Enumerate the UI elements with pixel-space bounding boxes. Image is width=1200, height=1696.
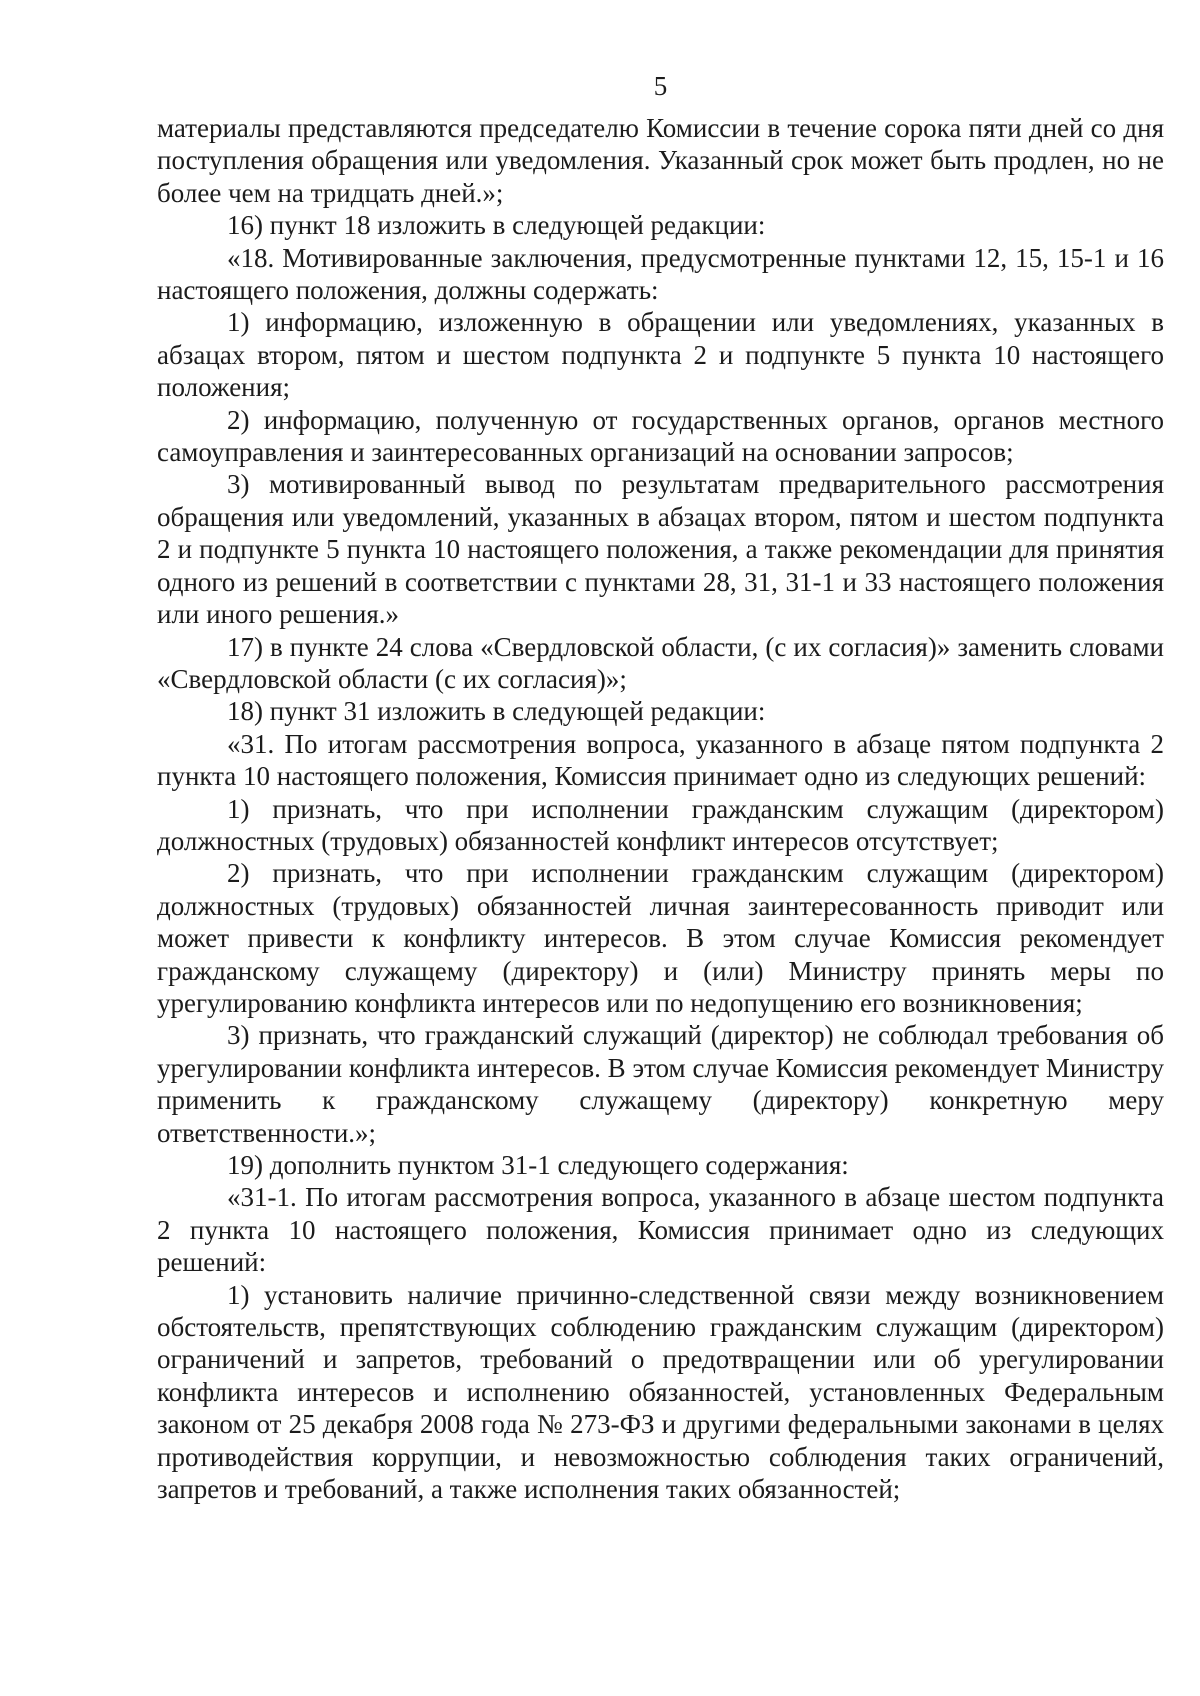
paragraph-point-31-1-sub-1: 1) установить наличие причинно-следственной связи между возникновением обстоятельств, препятствующих соблюдению гражданским служащим (директором) ограничений и запретов, требований о предотвращении или об урегулировании конфликта интересов и исполнению обязанностей, установленных Федеральным законом от 25 декабря 2008 года № 273-ФЗ и другими федеральными законами в целях противодействия коррупции, и невозможностью соблюдения таких ограничений, запретов и требований, а также исполнения таких обязанностей; bbox=[157, 1279, 1164, 1505]
paragraph-point-18: «18. Мотивированные заключения, предусмотренные пунктами 12, 15, 15-1 и 16 настоящего положения, должны содержать: bbox=[157, 242, 1164, 306]
paragraph-continuation: материалы представляются председателю Комиссии в течение сорока пяти дней со дня поступления обращения или уведомления. Указанный срок может быть продлен, но не более чем на тридцать дней.»; bbox=[157, 113, 1164, 208]
paragraph-item-18: 18) пункт 31 изложить в следующей редакции: bbox=[227, 696, 766, 727]
paragraph-item-19: 19) дополнить пунктом 31-1 следующего содержания: bbox=[227, 1150, 849, 1180]
paragraph-item-17: 17) в пункте 24 слова «Свердловской области, (с их согласия)» заменить словами «Свердловской области (с их согласия)»; bbox=[157, 631, 1164, 694]
paragraph-point-18-sub-3: 3) мотивированный вывод по результатам предварительного рассмотрения обращения или уведомлений, указанных в абзацах втором, пятом и шестом подпункта 2 и подпункте 5 пункта 10 настоящего положения, а также рекомендации для принятия одного из решений в соответствии с пунктами 28, 31, 31-1 и 33 настоящего положения или иного решения.» bbox=[157, 469, 1164, 630]
paragraph-point-18-sub-2: 2) информацию, полученную от государственных органов, органов местного самоуправления и заинтересованных организаций на основании запросов; bbox=[157, 404, 1164, 468]
paragraph-item-16: 16) пункт 18 изложить в следующей редакции: bbox=[227, 210, 766, 241]
page-number: 5 bbox=[653, 71, 668, 101]
paragraph-point-18-sub-1: 1) информацию, изложенную в обращении или уведомлениях, указанных в абзацах втором, пятом и шестом подпункта 2 и подпункте 5 пункта 10 настоящего положения; bbox=[157, 307, 1164, 403]
paragraph-point-31: «31. По итогам рассмотрения вопроса, указанного в абзаце пятом подпункта 2 пункта 10 настоящего положения, Комиссия принимает одно из следующих решений: bbox=[157, 728, 1164, 792]
paragraph-point-31-sub-1: 1) признать, что при исполнении гражданским служащим (директором) должностных (трудовых) обязанностей конфликт интересов отсутствует; bbox=[157, 793, 1164, 856]
paragraph-point-31-sub-2: 2) признать, что при исполнении гражданским служащим (директором) должностных (трудовых) обязанностей личная заинтересованность приводит или может привести к конфликту интересов. В этом случае Комиссия рекомендует гражданскому служащему (директору) и (или) Министру принять меры по урегулированию конфликта интересов или по недопущению его возникновения; bbox=[157, 858, 1164, 1018]
document-body bbox=[157, 112, 1164, 1505]
paragraph-point-31-sub-3: 3) признать, что гражданский служащий (директор) не соблюдал требования об урегулировании конфликта интересов. В этом случае Комиссия рекомендует Министру применить к гражданскому служащему (директору) конкретную меру ответственности.»; bbox=[157, 1020, 1164, 1148]
paragraph-point-31-1: «31-1. По итогам рассмотрения вопроса, указанного в абзаце шестом подпункта 2 пункта 10 настоящего положения, Комиссия принимает одно из следующих решений: bbox=[157, 1182, 1164, 1278]
